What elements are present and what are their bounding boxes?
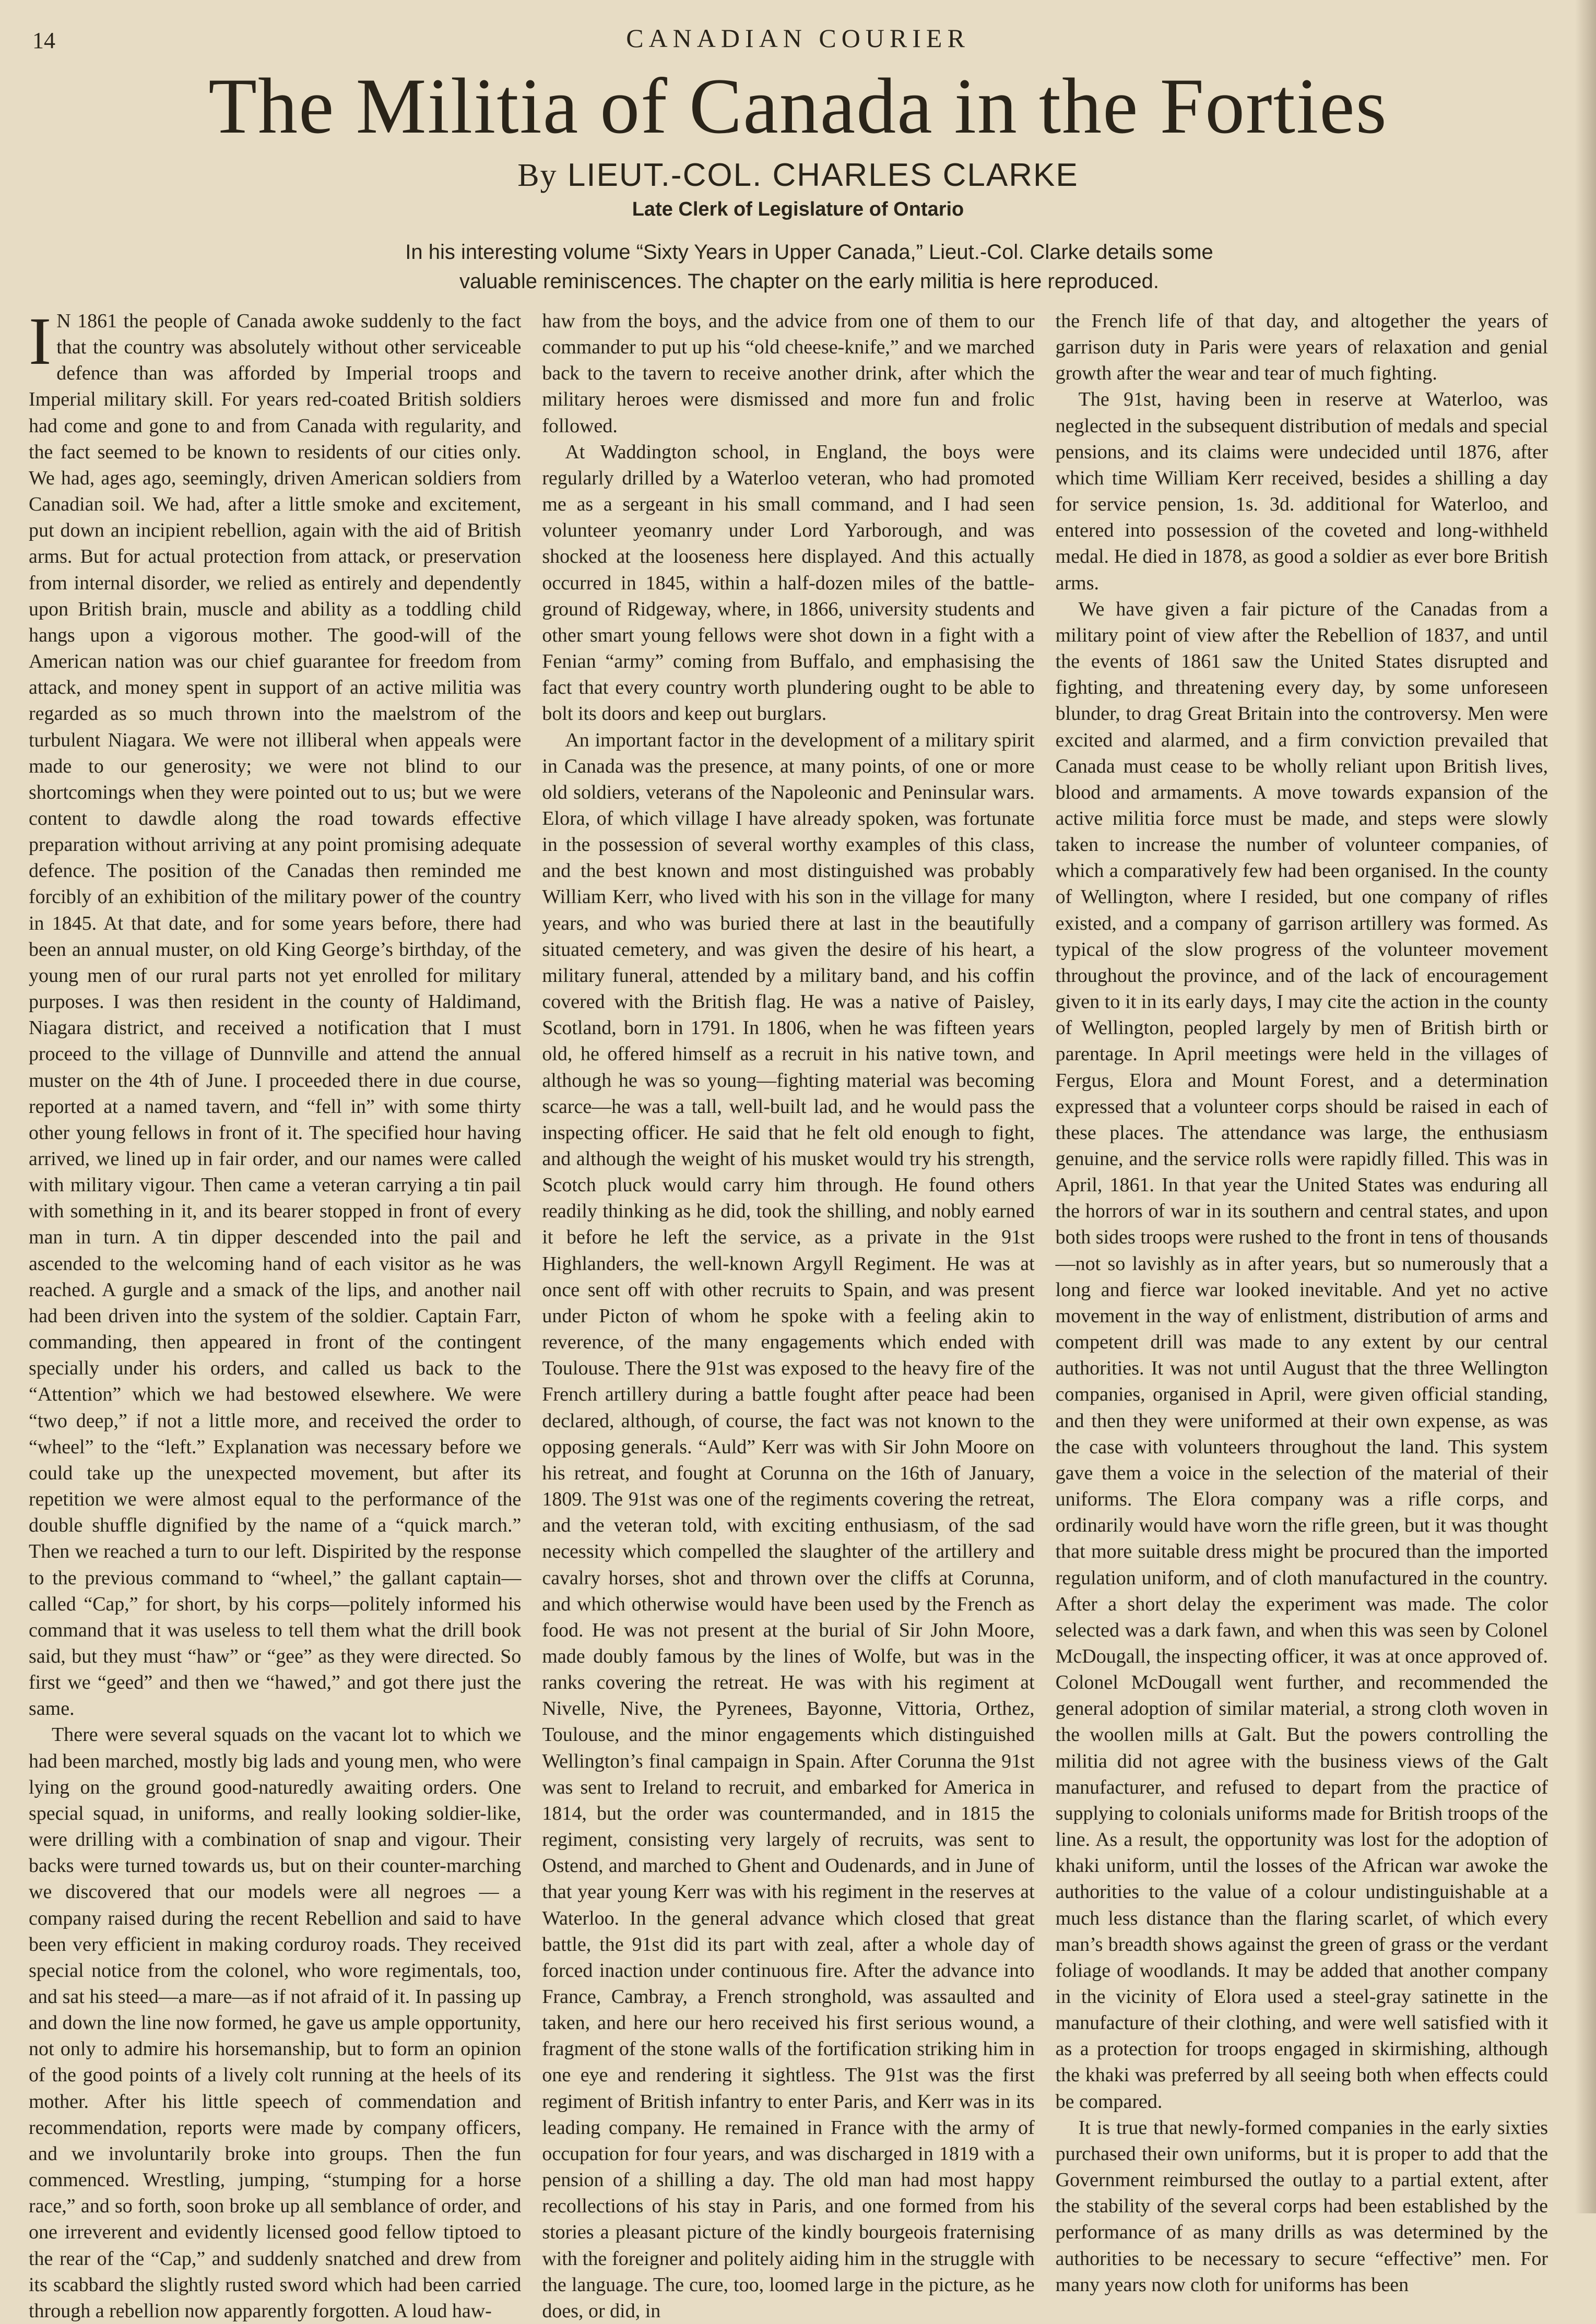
byline xyxy=(0,157,1596,194)
paragraph: At Waddington school, in England, the boys were regularly drilled by a Waterloo veteran, who had promoted me as a sergeant in his small command, and I had seen volunteer yeomanry under Lord Yarborough, and was shocked at the looseness here displayed. And this actually occurred in 1845, within a half-dozen miles of the battle-ground of Ridgeway, where, in 1866, university students and other smart young fellows were shot down in a fight with a Fenian “army” coming from Buffalo, and emphasising the fact that every country worth plundering ought to be able to bolt its doors and keep out burglars. xyxy=(542,439,1034,727)
article-body xyxy=(29,308,1548,2187)
article-intro: In his interesting volume “Sixty Years in Upper Canada,” Lieut.-Col. Clarke details some valuable reminiscences. The chapter on the early militia is here reproduced. xyxy=(365,238,1253,296)
running-head: CANADIAN COURIER xyxy=(0,23,1596,53)
byline-subtitle: Late Clerk of Legislature of Ontario xyxy=(0,198,1596,221)
article-title: The Militia of Canada in the Forties xyxy=(0,63,1596,150)
column-1 xyxy=(29,308,521,2187)
page-number: 14 xyxy=(32,27,55,54)
column-3 xyxy=(1056,308,1548,2187)
column-2 xyxy=(542,308,1034,2187)
paragraph: We have given a fair picture of the Canadas from a military point of view after the Rebellion of 1837, and until the events of 1861 saw the United States disrupted and fighting, and threatening every day, by some unforeseen blunder, to drag Great Britain into the controversy. Men were excited and alarmed, and a firm conviction prevailed that Canada must cease to be wholly reliant upon British lives, blood and armaments. A move towards expansion of the active militia force must be made, and steps were slowly taken to increase the number of volunteer companies, of which a comparatively few had been organised. In the county of Wellington, where I resided, but one company of rifles existed, and a company of garrison artillery was formed. As typical of the slow progress of the volunteer movement throughout the province, and of the lack of encouragement given to it in its early days, I may cite the action in the county of Wellington, peopled largely by men of British birth or parentage. In April meetings were held in the villages of Fergus, Elora and Mount Forest, and a determination expressed that a volunteer corps should be raised in each of these places. The attendance was large, the enthusiasm genuine, and the service rolls were rapidly filled. This was in April, 1861. In that year the United States was enduring all the horrors of war in its southern and central states, and upon both sides troops were rushed to the front in tens of thousands—not so lavishly as in after years, but so numerously that a long and fierce war looked inevitable. And yet no active movement in the way of enlistment, distribution of arms and competent drill was made to any extent by our central authorities. It was not until August that the three Wellington companies, organised in April, were given official standing, and then they were uniformed at their own expense, as was the case with volunteers throughout the land. This system gave them a voice in the selection of the material of their uniforms. The Elora company was a rifle corps, and ordinarily would have worn the rifle green, but it was thought that more suitable dress might be procured than the imported regulation uniform, and of cloth manufactured in the country. After a short delay the experiment was made. The color selected was a dark fawn, and when this was seen by Colonel McDougall, the inspecting officer, it was at once approved of. Colonel McDougall went further, and recommended the general adoption of similar material, a strong cloth woven in the woollen mills at Galt. But the powers controlling the militia did not agree with the business views of the Galt manufacturer, and refused to depart from the practice of supplying to colonials uniforms made for British troops of the line. As a result, the opportunity was lost for the adoption of khaki uniform, until the losses of the African war awoke the authorities to the value of a colour undistinguishable at a much less distance than the flaring scarlet, of which every man’s breadth shows against the green of grass or the verdant foliage of woodlands. It may be added that another company in the vicinity of Elora used a steel-gray satinette in the manufacture of their clothing, and were well satisfied with it as a protection for troops engaged in skirmishing, although the khaki was preferred by all seeing both when effects could be compared. xyxy=(1056,596,1548,2115)
page-edge-shadow xyxy=(1575,0,1596,2213)
paragraph: the French life of that day, and altogether the years of garrison duty in Paris were years of relaxation and genial growth after the wear and tear of much fighting. xyxy=(1056,308,1548,386)
paragraph: There were several squads on the vacant lot to which we had been marched, mostly big lads and young men, who were lying on the ground good-naturedly awaiting orders. One special squad, in uniforms, and really looking soldier-like, were drilling with a combination of snap and vigour. Their backs were turned towards us, but on their counter-marching we discovered that our models were all negroes — a company raised during the recent Rebellion and said to have been very efficient in making corduroy roads. They received special notice from the colonel, who wore regimentals, too, and sat his steed—a mare—as if not afraid of it. In passing up and down the line now formed, he gave us ample opportunity, not only to admire his horsemanship, but to form an opinion of the good points of a lively colt running at the heels of its mother. After his little speech of commendation and recommendation, reports were made by company officers, and we involuntarily broke into groups. Then the fun commenced. Wrestling, jumping, “stumping for a horse race,” and so forth, soon broke up all semblance of order, and one irreverent and evidently licensed good fellow tiptoed to the rear of the “Cap,” and suddenly snatched and drew from its scabbard the slightly rusted sword which had been carried through a rebellion now apparently forgotten. A loud haw- xyxy=(29,1722,521,2324)
byline-prefix: By xyxy=(517,158,557,193)
paragraph: It is true that newly-formed companies in the early sixties purchased their own uniforms, but it is proper to add that the Government reimbursed the outlay to a partial extent, after the stability of the several corps had been established by the performance of as many drills as was determined by the authorities to be necessary to secure “effective” men. For many years now cloth for uniforms has been xyxy=(1056,2115,1548,2298)
byline-author: LIEUT.-COL. CHARLES CLARKE xyxy=(568,157,1079,193)
paragraph: haw from the boys, and the advice from one of them to our commander to put up his “old cheese-knife,” and we marched back to the tavern to receive another drink, after which the military heroes were dismissed and more fun and frolic followed. xyxy=(542,308,1034,439)
paragraph: An important factor in the development of a military spirit in Canada was the presence, at many points, of one or more old soldiers, veterans of the Napoleonic and Peninsular wars. Elora, of which village I have already spoken, was fortunate in the possession of several worthy examples of this class, and the best known and most distinguished was probably William Kerr, who lived with his son in the village for many years, and who was buried there at last in the beautifully situated cemetery, and was given the desire of his heart, a military funeral, attended by a military band, and his coffin covered with the British flag. He was a native of Paisley, Scotland, born in 1791. In 1806, when he was fifteen years old, he offered himself as a recruit in his native town, and although he was so young—fighting material was becoming scarce—he was a tall, well-built lad, and he would pass the inspecting officer. He said that he felt old enough to fight, and although the weight of his musket would try his strength, Scotch pluck would carry him through. He found others readily thinking as he did, took the shilling, and nobly earned it before he left the service, as a private in the 91st Highlanders, the well-known Argyll Regiment. He was at once sent off with other recruits to Spain, and was present under Picton of whom he spoke with a feeling akin to reverence, of the many engagements which ended with Toulouse. There the 91st was exposed to the heavy fire of the French artillery during a battle fought after peace had been declared, although, of course, the fact was not known to the opposing generals. “Auld” Kerr was with Sir John Moore on his retreat, and fought at Corunna on the 16th of January, 1809. The 91st was one of the regiments covering the retreat, and the veteran told, with exciting enthusiasm, of the sad necessity which compelled the slaughter of the artillery and cavalry horses, shot and thrown over the cliffs at Corunna, and which otherwise would have been used by the French as food. He was not present at the burial of Sir John Moore, made doubly famous by the lines of Wolfe, but was in the ranks covering the retreat. He was with his regiment at Nivelle, Nive, the Pyrenees, Bayonne, Vittoria, Orthez, Toulouse, and the minor engagements which distinguished Wellington’s final campaign in Spain. After Corunna the 91st was sent to Ireland to recruit, and embarked for America in 1814, but the order was countermanded, and in 1815 the regiment, consisting very largely of recruits, was sent to Ostend, and marched to Ghent and Oudenards, and in June of that year young Kerr was with his regiment in the reserves at Waterloo. In the general advance which closed that great battle, the 91st did its part with zeal, after a whole day of forced inaction under continuous fire. After the advance into France, Cambray, a French stronghold, was assaulted and taken, and here our hero received his first serious wound, a fragment of the stone walls of the fortification striking him in one eye and rendering it sightless. The 91st was the first regiment of British infantry to enter Paris, and Kerr was in its leading company. He remained in France with the army of occupation for four years, and was discharged in 1819 with a pension of a shilling a day. The old man had most happy recollections of his stay in Paris, and one formed from his stories a pleasant picture of the kindly bourgeois fraternising with the foreigner and politely aiding him in the struggle with the language. The cure, too, loomed large in the picture, as he does, or did, in xyxy=(542,727,1034,2324)
drop-cap: I xyxy=(29,311,51,372)
paragraph: The 91st, having been in reserve at Waterloo, was neglected in the subsequent distribution of medals and special pensions, and its claims were undecided until 1876, after which time William Kerr received, besides a shilling a day for service pension, 1s. 3d. additional for Waterloo, and entered into possession of the coveted and long-withheld medal. He died in 1878, as good a soldier as ever bore British arms. xyxy=(1056,386,1548,596)
paragraph: I N 1861 the people of Canada awoke suddenly to the fact that the country was absolutely without other serviceable defence than was afforded by Imperial troops and Imperial military skill. For years red-coated British soldiers had come and gone to and from Canada with regularity, and the fact seemed to be known to residents of our cities only. We had, ages ago, seemingly, driven American soldiers from Canadian soil. We had, after a little smoke and excitement, put down an incipient rebellion, again with the aid of British arms. But for actual protection from attack, or preservation from internal disorder, we relied as entirely and dependently upon British brain, muscle and ability as a toddling child hangs upon a vigorous mother. The good-will of the American nation was our chief guarantee for freedom from attack, and money spent in support of an active militia was regarded as so much thrown into the maelstrom of the turbulent Niagara. We were not illiberal when appeals were made to our generosity; we were not blind to our shortcomings when they were pointed out to us; but we were content to dawdle along the road towards effective preparation without arriving at any point promising adequate defence. The position of the Canadas then reminded me forcibly of an exhibition of the military power of the country in 1845. At that date, and for some years before, there had been an annual muster, on old King George’s birthday, of the young men of our rural parts not yet enrolled for military purposes. I was then resident in the county of Haldimand, Niagara district, and received a notification that I must proceed to the village of Dunnville and attend the annual muster on the 4th of June. I proceeded there in due course, reported at a named tavern, and “fell in” with some thirty other young fellows in front of it. The specified hour having arrived, we lined up in fair order, and our names were called with military vigour. Then came a veteran carrying a tin pail with something in it, and its bearer stopped in front of every man in turn. A tin dipper descended into the pail and ascended to the welcoming hand of each visitor as he was reached. A gurgle and a smack of the lips, and another nail had been driven into the system of the soldier. Captain Farr, commanding, then appeared in front of the contingent specially under his orders, and called us back to the “Attention” which we had bestowed elsewhere. We were “two deep,” if not a little more, and received the order to “wheel” to the “left.” Explanation was necessary before we could take up the unexpected movement, but after its repetition we were almost equal to the performance of the double shuffle dignified by the name of a “quick march.” Then we reached a turn to our left. Dispirited by the response to the previous command to “wheel,” the gallant captain—called “Cap,” for short, by his corps—politely informed his command that it was useless to tell them what the drill book said, but they must “haw” or “gee” as they were directed. So first we “geed” and then we “hawed,” and got there just the same. xyxy=(29,308,521,1722)
